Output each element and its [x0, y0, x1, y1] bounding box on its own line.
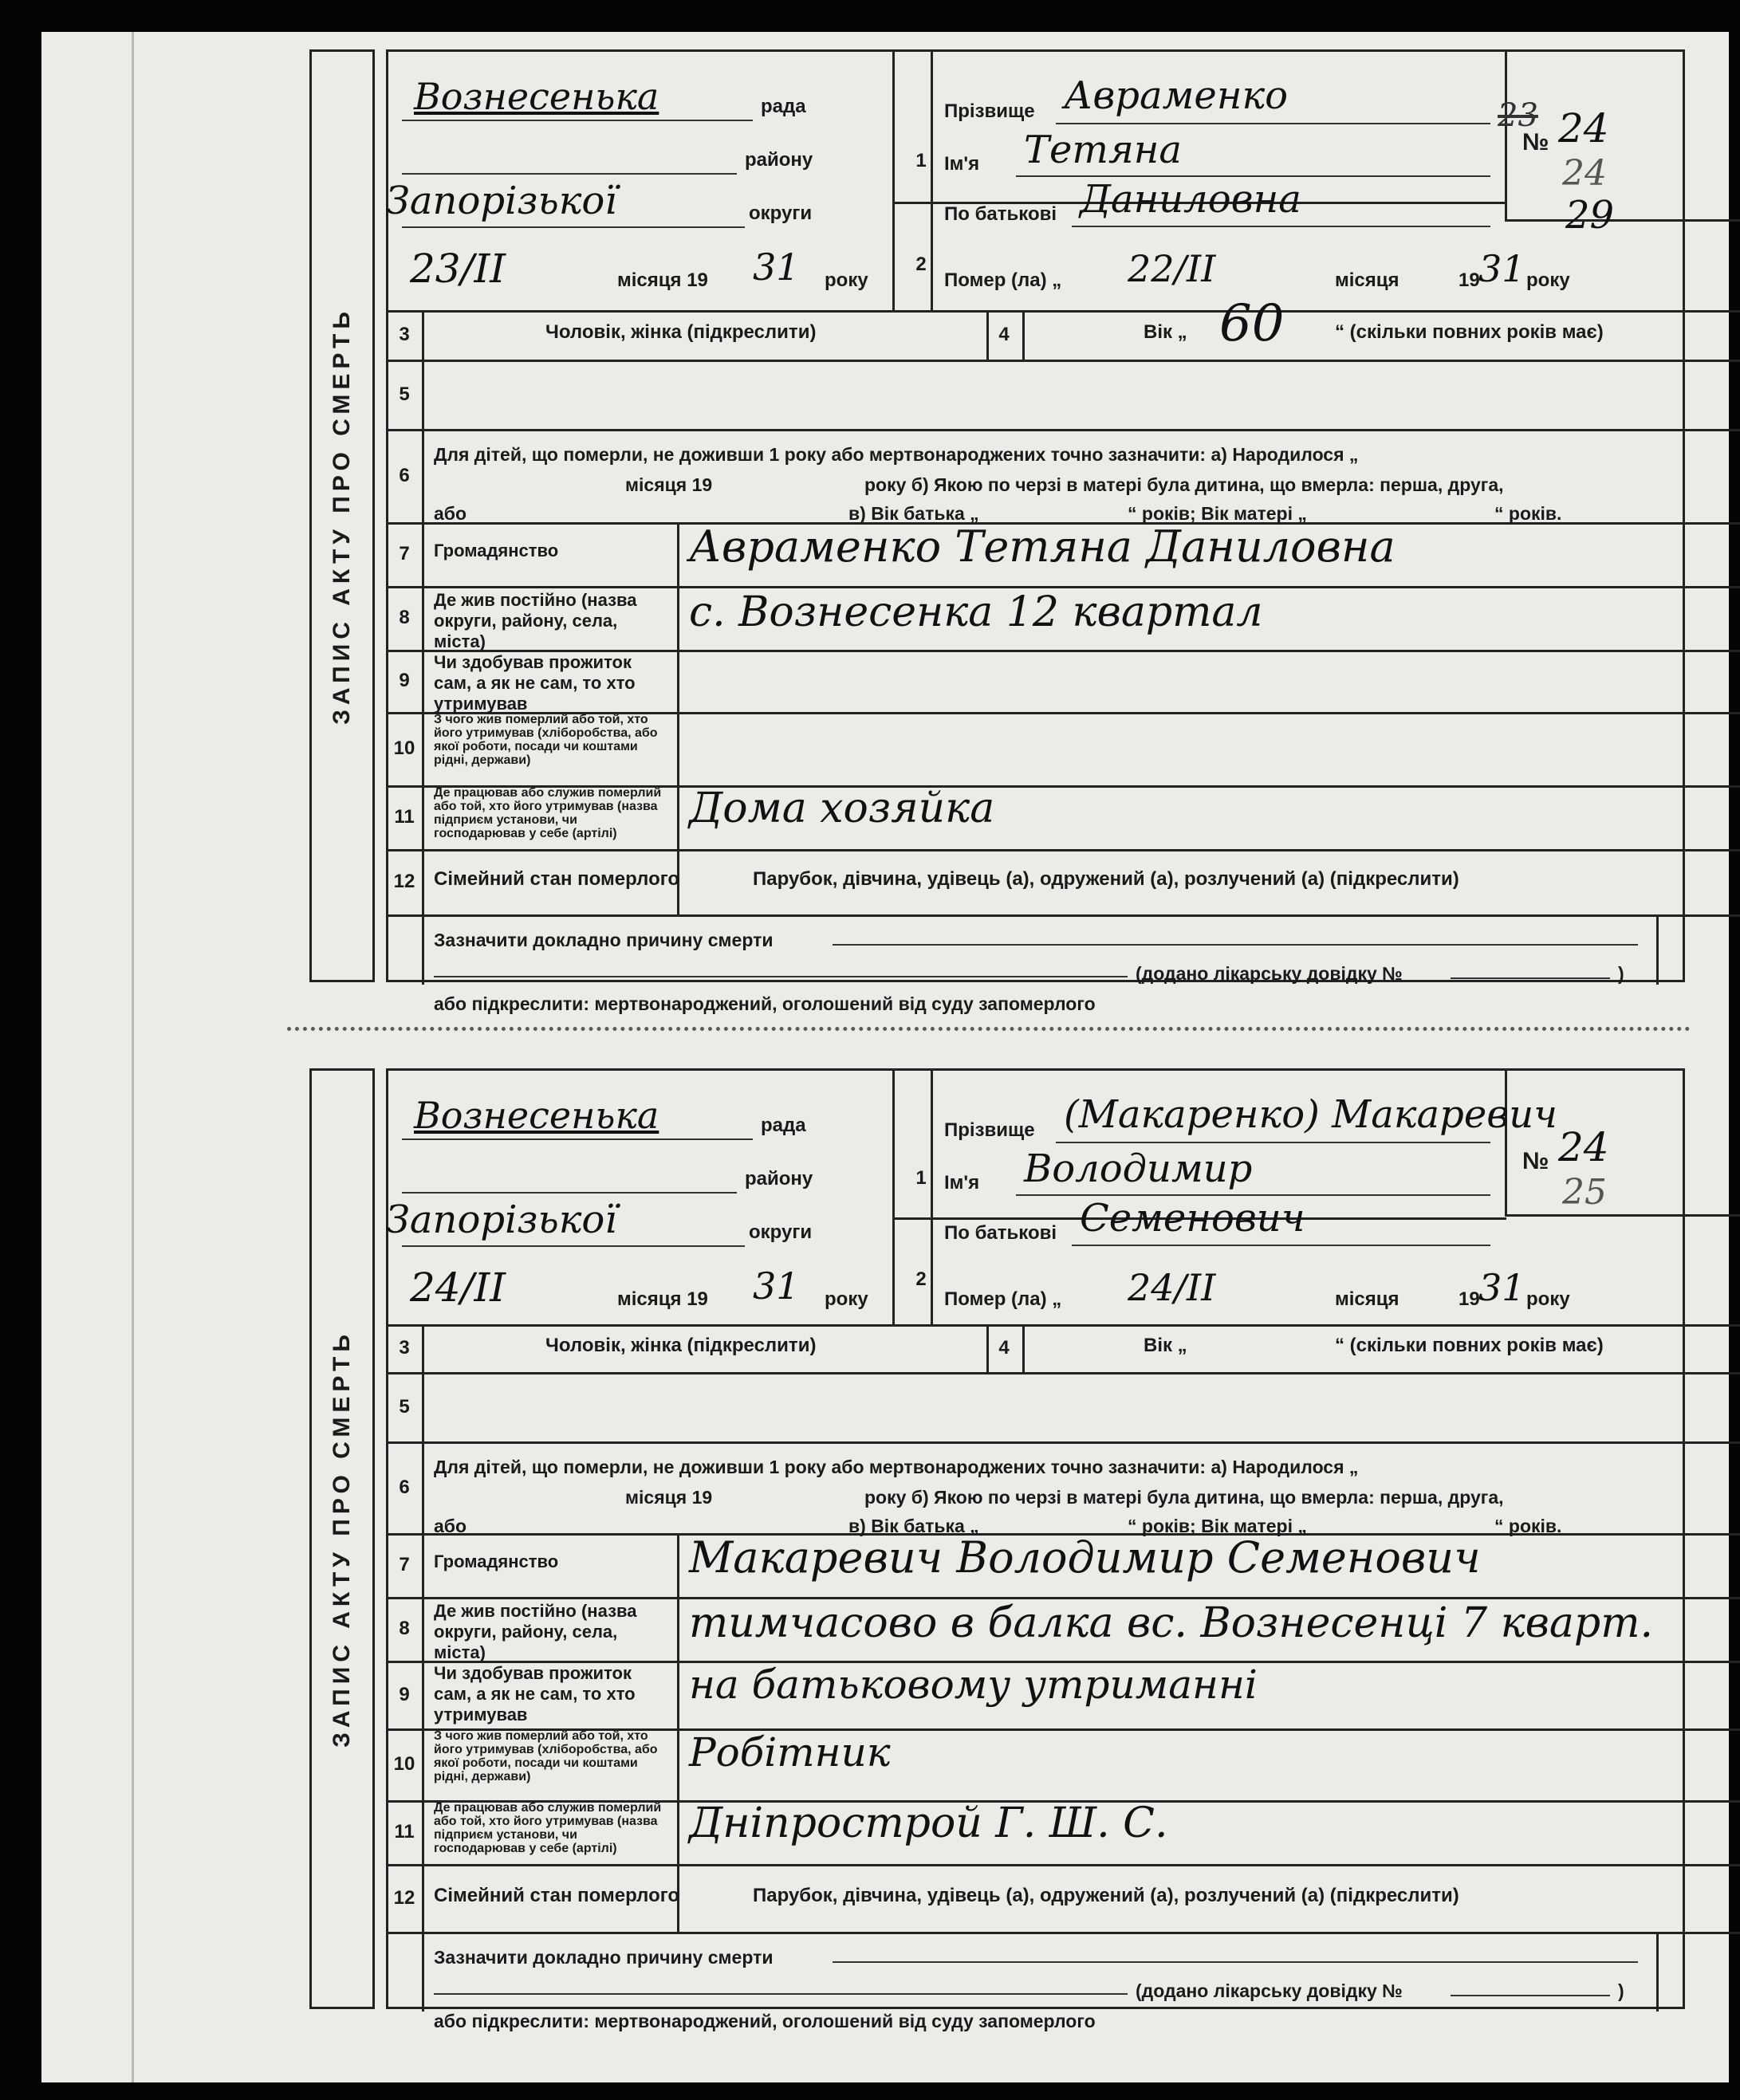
row-number: 5 [399, 383, 410, 405]
row-number: 9 [399, 670, 410, 691]
row-number: 2 [915, 1268, 927, 1290]
label-marital-status: Сімейний стан померлого [434, 868, 680, 890]
label-cause: Зазначити докладно причину смерти [434, 1947, 774, 1968]
divider [1505, 219, 1740, 222]
label-occupation: З чого жив померлий або той, хто його утримував (хліборобства, або якої роботи, посади чи коштами рідні, держави) [434, 1729, 658, 1783]
label-workplace: Де працював або служив померлий або той, хто його утримував (назва підприєм установи, чи господарював у себе (артілі) [434, 786, 662, 840]
rada-handwritten: Вознесенька [414, 75, 659, 118]
label-month: місяця [1335, 269, 1399, 291]
fill-line [1072, 226, 1490, 227]
fill-line [1056, 123, 1490, 124]
fill-line [833, 1961, 1638, 1963]
residence-handwritten: с. Вознесенка 12 квартал [689, 588, 1263, 636]
record-number-a: 24 [1558, 1124, 1609, 1170]
label-cause: Зазначити докладно причину смерти [434, 930, 774, 950]
label-year: року [1526, 269, 1570, 291]
row5-text-2b: року б) Якою по черзі в матері була дитина, що вмерла: перша, друга, [864, 1487, 1504, 1508]
divider [1505, 52, 1507, 219]
divider [677, 522, 679, 914]
label-residence: Де жив постійно (назва округи, району, села, міста) [434, 1601, 637, 1662]
row5-text-3a: або [434, 1516, 467, 1536]
label-name: Ім'я [944, 153, 980, 175]
divider [388, 1864, 1740, 1866]
row-number: 7 [399, 543, 410, 564]
label-citizenship: Громадянство [434, 541, 559, 560]
death-year-handwritten: 31 [1478, 247, 1525, 290]
divider [388, 1441, 1740, 1444]
side-title-box [309, 1068, 375, 2009]
record-number-crossed: 23 [1498, 97, 1538, 134]
row5-text-2: місяця 19 [625, 474, 713, 495]
fill-line [402, 1138, 753, 1140]
label-okrug: округи [749, 203, 813, 224]
marital-status-options: Парубок, дівчина, удівець (а), одружений (а), розлучений (а) (підкреслити) [753, 1885, 1459, 1906]
surname-handwritten: Авраменко [1064, 73, 1289, 118]
row-number: 10 [393, 737, 415, 759]
label-number: № [1522, 129, 1549, 155]
surname-handwritten: (Макаренко) Макаревич [1064, 1092, 1557, 1137]
divider [388, 310, 1740, 313]
fill-line [434, 976, 1128, 977]
row-number: 6 [399, 465, 410, 486]
rada-handwritten: Вознесенька [414, 1094, 659, 1137]
row5-text-2b: року б) Якою по черзі в матері була дитина, що вмерла: перша, друга, [864, 474, 1504, 495]
row-number: 6 [399, 1477, 410, 1498]
label-rada: рада [761, 96, 806, 117]
death-date-handwritten: 24/II [1128, 1266, 1216, 1309]
fill-line [1451, 1995, 1610, 1996]
fill-line [1056, 1142, 1490, 1143]
divider [1022, 1324, 1025, 1372]
fill-line [402, 1245, 745, 1247]
row5-text-1: Для дітей, що померли, не доживши 1 року або мертвонароджених точно зазначити: а) Народилося „ [434, 1457, 1359, 1477]
citizenship-handwritten: Авраменко Тетяна Даниловна [689, 521, 1396, 572]
label-month: місяця 19 [617, 269, 708, 291]
record-number-b: 25 [1562, 1172, 1607, 1213]
page-fold [132, 32, 134, 2082]
row5-text-3c: “ років; Вік матері „ [1128, 503, 1307, 524]
divider [388, 1372, 1740, 1374]
label-month: місяця [1335, 1288, 1399, 1310]
row-number: 4 [998, 324, 1010, 345]
residence-handwritten: тимчасово в балка вс. Вознесенці 7 кварт. [689, 1599, 1654, 1647]
label-raion: району [745, 1168, 813, 1190]
row-number: 12 [393, 871, 415, 892]
divider [1505, 1214, 1740, 1217]
label-sex: Чоловік, жінка (підкреслити) [545, 1335, 817, 1356]
row-number: 9 [399, 1684, 410, 1705]
row-number: 1 [915, 1167, 927, 1189]
fill-line [402, 1192, 737, 1194]
label-age: Вік „ [1144, 321, 1187, 343]
okrug-handwritten: Запорізької [386, 179, 617, 223]
patronymic-handwritten: Семенович [1080, 1196, 1305, 1241]
fill-line [402, 173, 737, 175]
row-number: 3 [399, 324, 410, 345]
row-number: 4 [998, 1337, 1010, 1359]
fill-line [1451, 977, 1610, 979]
divider [1656, 1932, 1659, 2012]
patronymic-handwritten: Даниловна [1080, 177, 1301, 222]
death-record-form-2 [309, 1068, 1685, 2031]
label-surname: Прізвище [944, 100, 1035, 122]
row5-text-3b: в) Вік батька „ [848, 1516, 979, 1536]
label-year: року [825, 1288, 868, 1310]
row5-text-3a: або [434, 503, 467, 524]
row5-text-1: Для дітей, що померли, не доживши 1 року або мертвонароджених точно зазначити: а) Народилося „ [434, 444, 1359, 465]
occupation-handwritten: Робітник [689, 1729, 891, 1776]
label-nineteen: 19 [1459, 269, 1480, 291]
fill-line [402, 226, 745, 228]
divider [1656, 914, 1659, 985]
label-nineteen: 19 [1459, 1288, 1480, 1310]
registration-year-handwritten: 31 [753, 1264, 800, 1308]
okrug-handwritten: Запорізької [386, 1197, 617, 1242]
name-handwritten: Володимир [1024, 1146, 1253, 1191]
row-number: 7 [399, 1554, 410, 1575]
fill-line [833, 944, 1638, 946]
label-occupation: З чого жив померлий або той, хто його утримував (хліборобства, або якої роботи, посади чи коштами рідні, держави) [434, 713, 658, 767]
death-record-form-1 [309, 49, 1685, 1014]
label-workplace: Де працював або служив померлий або той, хто його утримував (назва підприєм установи, чи господарював у себе (артілі) [434, 1801, 662, 1855]
label-died: Помер (ла) „ [944, 1288, 1062, 1310]
label-died: Помер (ла) „ [944, 269, 1062, 291]
label-patronymic: По батькові [944, 203, 1057, 225]
label-raion: району [745, 149, 813, 171]
record-number-a: 24 [1558, 105, 1609, 151]
divider [422, 310, 424, 985]
marital-status-options: Парубок, дівчина, удівець (а), одружений (а), розлучений (а) (підкреслити) [753, 868, 1459, 890]
label-residence: Де жив постійно (назва округи, району, села, міста) [434, 590, 637, 651]
registration-year-handwritten: 31 [753, 246, 800, 289]
perforation-line [287, 1027, 1691, 1031]
fill-line [1072, 1245, 1490, 1246]
label-okrug: округи [749, 1221, 813, 1243]
divider [388, 1324, 1740, 1327]
row-number: 11 [394, 806, 415, 828]
divider [677, 1533, 679, 1932]
label-year: року [825, 269, 868, 291]
registration-date-handwritten: 23/II [410, 246, 506, 292]
label-surname: Прізвище [944, 1119, 1035, 1141]
row-number: 12 [393, 1887, 415, 1909]
label-citizenship: Громадянство [434, 1551, 559, 1571]
row-number: 8 [399, 1618, 410, 1639]
row5-text-3b: в) Вік батька „ [848, 503, 979, 524]
age-handwritten: 60 [1219, 294, 1285, 353]
workplace-handwritten: Дніпрострой Г. Ш. С. [689, 1799, 1168, 1847]
row-number: 2 [915, 254, 927, 275]
label-rada: рада [761, 1115, 806, 1136]
label-sex: Чоловік, жінка (підкреслити) [545, 321, 817, 343]
label-age-note: “ (скільки повних років має) [1335, 321, 1604, 343]
label-age: Вік „ [1144, 1335, 1187, 1356]
livelihood-handwritten: на батьковому утриманні [689, 1662, 1258, 1708]
record-number-c: 29 [1565, 193, 1615, 238]
side-title: ЗАПИС АКТУ ПРО СМЕРТЬ [329, 1330, 355, 1748]
label-marital-status: Сімейний стан померлого [434, 1885, 680, 1906]
label-medical-cert: (додано лікарську довідку № [1136, 1980, 1403, 2001]
label-stillborn: або підкреслити: мертвонароджений, оголошений від суду запомерлого [434, 2011, 1096, 2031]
label-year: року [1526, 1288, 1570, 1310]
row-number: 3 [399, 1337, 410, 1359]
divider [892, 1071, 895, 1324]
divider [388, 849, 1740, 851]
side-title: ЗАПИС АКТУ ПРО СМЕРТЬ [329, 307, 355, 725]
divider [422, 1324, 424, 2012]
side-title-box [309, 49, 375, 982]
registration-date-handwritten: 24/II [410, 1264, 506, 1311]
label-medical-cert: (додано лікарську довідку № [1136, 963, 1403, 984]
label-patronymic: По батькові [944, 1222, 1057, 1244]
row-number: 1 [915, 150, 927, 171]
row5-text-3c: “ років; Вік матері „ [1128, 1516, 1307, 1536]
label-name: Ім'я [944, 1172, 980, 1194]
divider [388, 429, 1740, 431]
row-number: 5 [399, 1396, 410, 1418]
fill-line [402, 120, 753, 121]
label-livelihood: Чи здобував прожиток сам, а як не сам, то хто утримував [434, 1663, 636, 1724]
name-handwritten: Тетяна [1024, 128, 1182, 172]
label-cert-close: ) [1618, 1980, 1624, 2001]
death-year-handwritten: 31 [1478, 1266, 1525, 1309]
label-livelihood: Чи здобував прожиток сам, а як не сам, то хто утримував [434, 652, 636, 714]
row-number: 10 [393, 1753, 415, 1775]
row-number: 8 [399, 607, 410, 628]
label-stillborn: або підкреслити: мертвонароджений, оголошений від суду запомерлого [434, 993, 1096, 1014]
citizenship-handwritten: Макаревич Володимир Семенович [689, 1532, 1481, 1583]
row5-text-2: місяця 19 [625, 1487, 713, 1508]
divider [892, 52, 895, 310]
record-number-b: 24 [1562, 153, 1607, 194]
label-month: місяця 19 [617, 1288, 708, 1310]
divider [388, 1932, 1740, 1934]
divider [1022, 310, 1025, 360]
divider [388, 360, 1740, 362]
label-age-note: “ (скільки повних років має) [1335, 1335, 1604, 1356]
fill-line [434, 1993, 1128, 1995]
label-number: № [1522, 1148, 1549, 1174]
workplace-handwritten: Дома хозяйка [689, 785, 995, 832]
divider [388, 914, 1740, 917]
death-date-handwritten: 22/II [1128, 247, 1216, 290]
row-number: 11 [394, 1821, 415, 1842]
row5-text-3d: “ років. [1494, 503, 1562, 524]
label-cert-close: ) [1618, 963, 1624, 984]
row5-text-3d: “ років. [1494, 1516, 1562, 1536]
